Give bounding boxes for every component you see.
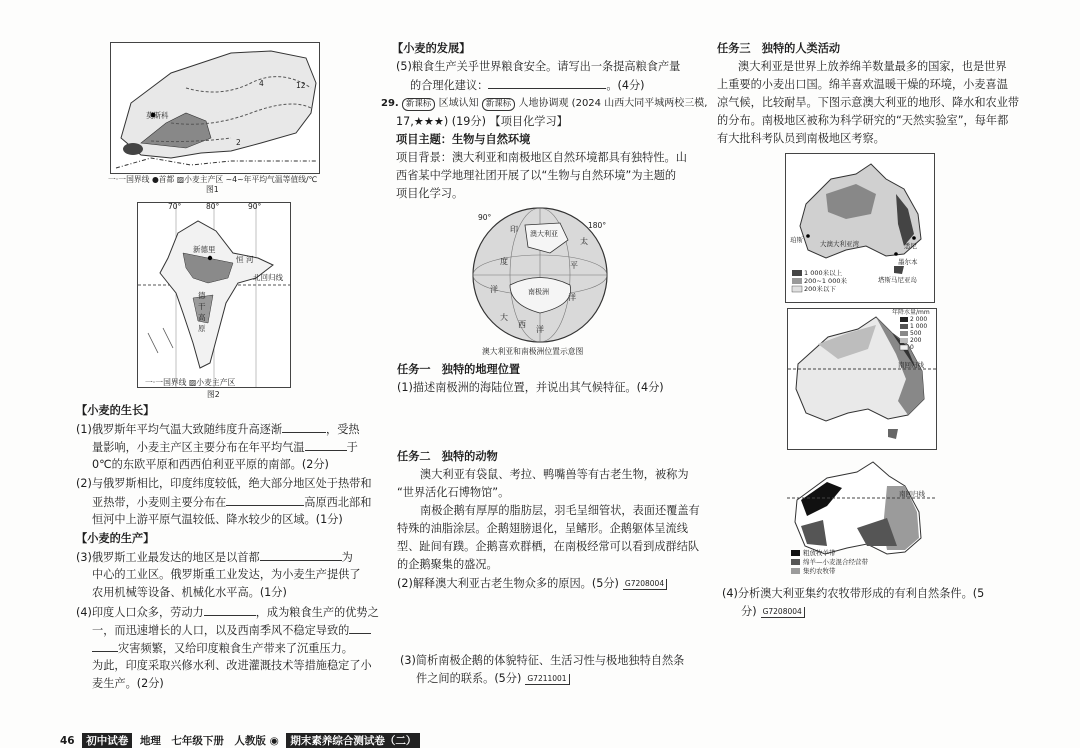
- play-icon: ◉: [269, 735, 279, 747]
- task-3-p5: 有大批科考队员到南极地区考察。: [717, 132, 885, 145]
- agri-tropic: 南回归线: [899, 490, 925, 498]
- q1-line3: 0℃的东欧平原和西西伯利亚平原的南部。(2分): [92, 458, 329, 471]
- q2-line3: 恒河中上游平原气温较低、降水较少的区域。(1分): [92, 513, 343, 526]
- fig2-caption: 图2: [207, 390, 220, 399]
- deccan-3: 高: [198, 313, 206, 322]
- globe-atl-1: 大: [500, 313, 508, 322]
- section-development: 【小麦的发展】: [392, 42, 471, 55]
- globe-lon90: 90°: [478, 213, 492, 222]
- globe-india-2: 度: [500, 257, 508, 266]
- q4-line2: 一，而迅速增长的人口，以及西南季风不稳定导致的: [92, 621, 371, 640]
- india-map: [137, 202, 291, 388]
- globe-atl-2: 西: [518, 320, 526, 329]
- fig1-legend: 一·一国界线 ●首都 ▨小麦主产区 ~4~年平均气温等值线/℃: [108, 175, 318, 184]
- rainfall-1000: 1 000: [910, 323, 928, 330]
- q3-line3: 农用机械等设备、机械化水平高。(1分): [92, 586, 287, 599]
- page-footer: [60, 733, 424, 748]
- agri-legend-3: 集约农牧带: [803, 567, 836, 575]
- fig2-legend: 一·一国界线 ▨小麦主产区: [145, 378, 236, 387]
- australia-rainfall-map: [787, 308, 937, 450]
- deccan-2: 干: [198, 302, 206, 311]
- isotherm-12: 12: [296, 81, 306, 90]
- project-bg-2: 西省某中学地理社团开展了以“生物与自然环境”为主题的: [396, 169, 677, 182]
- task-1-q1: (1)描述南极洲的海陆位置，并说出其气候特征。(4分): [397, 381, 664, 394]
- lon-70: 70°: [168, 202, 182, 211]
- agri-legend-1: 粗放牧羊带: [803, 549, 836, 557]
- task-3-title: 任务三 独特的人类活动: [717, 42, 841, 55]
- q29-header: 29. 新课标 区域认知 新课标 人地协调观 (2024 山西大同平城两校三模,: [381, 98, 708, 109]
- rainfall-200: 200: [910, 337, 922, 344]
- q3-line2: 中心的工业区。俄罗斯重工业发达，为小麦生产提供了: [92, 568, 361, 581]
- task-3-q4-l1: (4)分析澳大利亚集约农牧带形成的有利自然条件。(5: [722, 587, 985, 600]
- lon-90: 90°: [248, 202, 262, 211]
- q4-line5: 麦生产。(2分): [92, 677, 164, 690]
- q1-line1: (1)俄罗斯年平均气温大致随纬度升高逐渐 ，受热: [76, 420, 360, 439]
- globe-pac-1: 太: [580, 237, 588, 246]
- terrain-legend-2: 200~1 000米: [804, 277, 847, 285]
- task-3-p1: 澳大利亚是世界上放养绵羊数量最多的国家，也是世界: [738, 60, 1007, 73]
- task-2-p3: 南极企鹅有厚厚的脂肪层，羽毛呈细管状，表面还覆盖有: [420, 504, 700, 517]
- fig1-caption: 图1: [206, 185, 219, 194]
- q29-line2: 17,★★★) (19分) 【项目化学习】: [396, 115, 568, 128]
- project-topic: 项目主题：生物与自然环境: [396, 133, 531, 146]
- task-2-q3-l1: (3)简析南极企鹅的体貌特征、生活习性与极地独特自然条: [400, 654, 685, 667]
- globe-pac-3: 洋: [568, 293, 576, 302]
- delhi-label: 新德里: [193, 245, 216, 254]
- deccan-1: 德: [198, 291, 206, 300]
- task-3-p3: 凉气候，比较耐旱。下图示意澳大利亚的地形、降水和农业带: [717, 96, 1020, 109]
- task-2-p6: 的企鹅聚集的盛况。: [397, 558, 498, 571]
- rainfall-tropic: 南回归线: [898, 361, 924, 369]
- section-production: 【小麦的生产】: [76, 532, 155, 545]
- moscow-label: 莫斯科: [146, 111, 169, 120]
- globe-aus: 澳大利亚: [530, 230, 558, 238]
- terrain-legend-1: 1 000米以上: [804, 269, 843, 277]
- melbourne-label: 墨尔本: [898, 258, 918, 266]
- q4-line3: 灾害频繁，又给印度粮食生产带来了沉重压力。: [92, 639, 353, 658]
- lon-80: 80°: [206, 202, 220, 211]
- tropic-label: 北回归线: [253, 273, 283, 282]
- task-1-title: 任务一 独特的地理位置: [397, 363, 521, 376]
- terrain-legend-3: 200米以下: [804, 285, 836, 293]
- rainfall-2000: 2 000: [910, 316, 928, 323]
- isotherm-4: 4: [259, 79, 264, 88]
- task-2-p1: 澳大利亚有袋鼠、考拉、鸭嘴兽等有古老生物，被称为: [420, 468, 689, 481]
- russia-map: [110, 42, 320, 174]
- q5-line1: (5)粮食生产关乎世界粮食安全。请写出一条提高粮食产量: [396, 60, 681, 73]
- tasmania-label: 塔斯马尼亚岛: [878, 276, 917, 284]
- task-2-q2: (2)解释澳大利亚古老生物众多的原因。(5分) G7208004: [397, 575, 667, 593]
- task-3-p4: 的分布。南极地区被称为科学研究的“天然实验室”，每年都: [717, 114, 1009, 127]
- globe-ocean-1: 洋: [490, 285, 498, 294]
- deccan-4: 原: [198, 324, 206, 333]
- ganges-label: 恒: [236, 255, 244, 264]
- australia-agriculture-map: [787, 458, 935, 586]
- series-badge: 初中试卷: [82, 733, 132, 748]
- globe-india-1: 印: [510, 225, 518, 234]
- isotherm-2: 2: [236, 138, 241, 147]
- globe-antarctica: 南极洲: [528, 288, 549, 296]
- australia-terrain-map: [785, 153, 935, 303]
- task-2-title: 任务二 独特的动物: [397, 450, 498, 463]
- rainfall-title: 年降水量/mm: [892, 309, 930, 316]
- project-bg-1: 项目背景：澳大利亚和南极地区自然环境都具有独特性。山: [396, 151, 687, 164]
- q4-line1: (4)印度人口众多，劳动力 ，成为粮食生产的优势之: [76, 603, 379, 622]
- india-map-drawing: [138, 203, 290, 387]
- globe-caption: 澳大利亚和南极洲位置示意图: [482, 347, 584, 356]
- agri-legend-2: 绵羊—小麦混合经营带: [803, 558, 868, 566]
- q1-line2: 量影响，小麦主产区主要分布在年平均气温 于: [92, 438, 358, 457]
- ganges-label-2: 河: [246, 255, 254, 264]
- task-2-p4: 特殊的油脂涂层。企鹅翅膀退化，呈鳍形。企鹅躯体呈流线: [397, 522, 688, 535]
- task-3-q4-l2: 分) G7208004: [741, 603, 805, 621]
- page-number: 46: [60, 735, 75, 747]
- globe-atl-3: 洋: [536, 325, 544, 334]
- test-badge: 期末素养综合测试卷（二）: [286, 733, 420, 748]
- sydney-label: 悉尼: [904, 242, 917, 250]
- project-bg-3: 项目化学习。: [396, 187, 464, 200]
- rainfall-500: 500: [910, 330, 922, 337]
- q5-line2: 的合理化建议： 。(4分): [410, 76, 645, 95]
- perth-label: 珀斯: [790, 236, 803, 244]
- task-2-p5: 型、趾间有蹼。企鹅喜欢群栖，在南极经常可以看到成群结队: [397, 540, 700, 553]
- q2-line1: (2)与俄罗斯相比，印度纬度较低，绝大部分地区处于热带和: [76, 477, 372, 490]
- russia-map-drawing: [111, 43, 319, 173]
- q2-line2: 亚热带，小麦则主要分布在 高原西北部和: [92, 493, 371, 512]
- subject-text: 地理 七年级下册 人教版: [139, 735, 266, 747]
- task-2-p2: “世界活化石博物馆”。: [397, 486, 510, 499]
- globe-map: [470, 205, 610, 345]
- section-growth: 【小麦的生长】: [76, 404, 155, 417]
- q3-line1: (3)俄罗斯工业最发达的地区是以首都 为: [76, 548, 353, 567]
- q4-line4: 为此，印度采取兴修水利、改进灌溉技术等措施稳定了小: [92, 659, 372, 672]
- rainfall-0: 0: [910, 344, 914, 351]
- bight-label: 大澳大利亚湾: [820, 240, 859, 248]
- globe-lon180: 180°: [588, 221, 607, 230]
- task-3-p2: 上重要的小麦出口国。绵羊喜欢温暖干燥的环境，小麦喜温: [717, 78, 1008, 91]
- globe-pac-2: 平: [570, 261, 578, 270]
- task-2-q3-l2: 件之间的联系。(5分) G7211001: [416, 670, 570, 688]
